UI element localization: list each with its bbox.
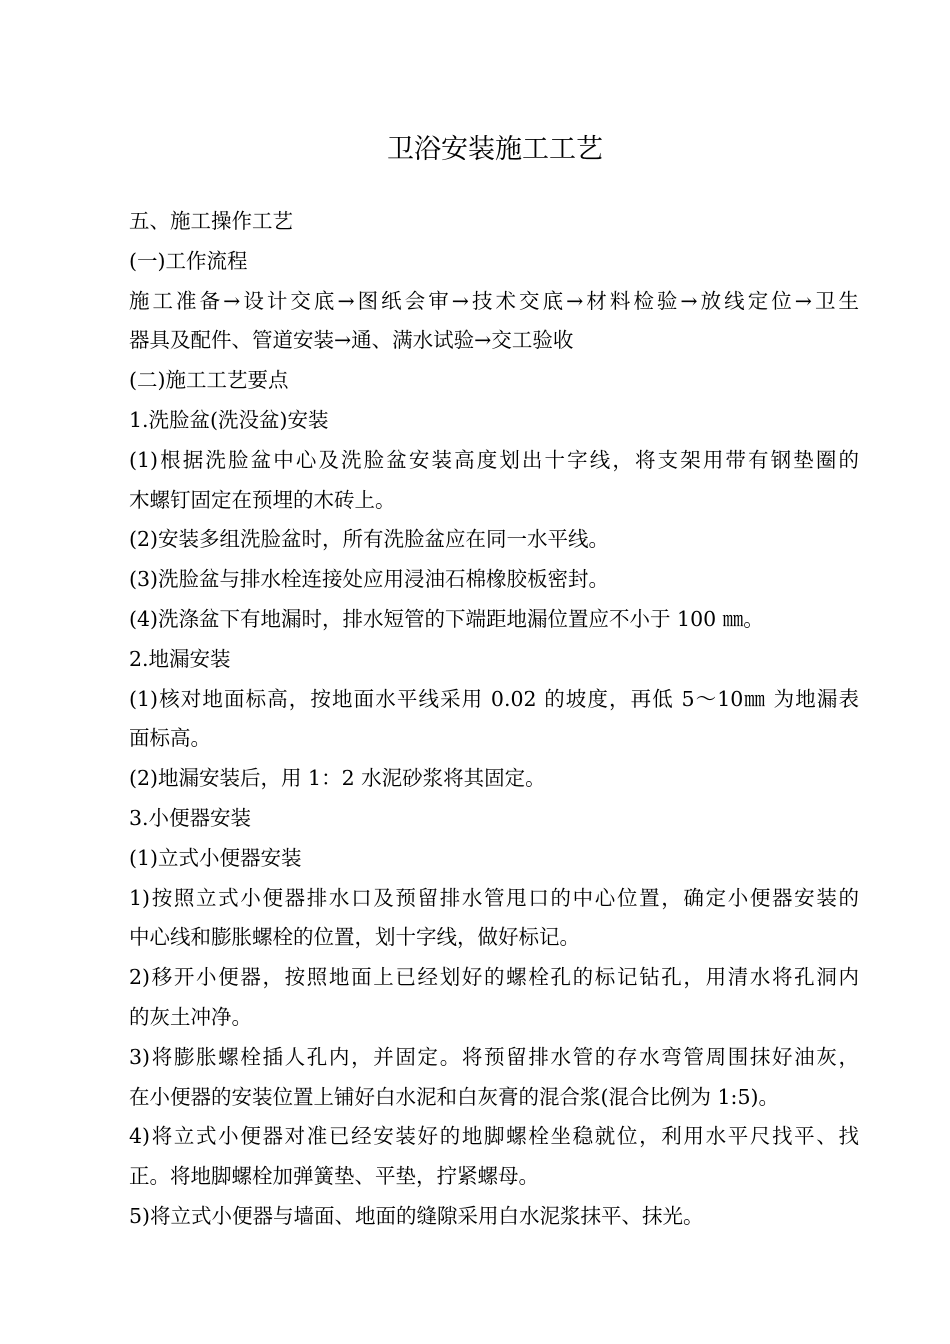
paragraph-line: (4)洗涤盆下有地漏时，排水短管的下端距地漏位置应不小于 100 ㎜。: [129, 606, 764, 631]
paragraph-line: 中心线和膨胀螺栓的位置，划十字线，做好标记。: [129, 925, 580, 950]
section-heading: 五、施工操作工艺: [129, 209, 293, 233]
paragraph-line: 在小便器的安装位置上铺好白水泥和白灰膏的混合浆(混合比例为 1:5)。: [129, 1084, 780, 1109]
paragraph-line: 木螺钉固定在预埋的木砖上。: [129, 487, 396, 512]
document-body: [129, 202, 859, 1237]
subsection-heading: (一)工作流程: [129, 248, 248, 273]
paragraph-line: (2)安装多组洗脸盆时，所有洗脸盆应在同一水平线。: [129, 527, 610, 552]
paragraph-line: 施工准备→设计交底→图纸会审→技术交底→材料检验→放线定位→卫生: [129, 288, 859, 313]
paragraph-line: 5)将立式小便器与墙面、地面的缝隙采用白水泥浆抹平、抹光。: [129, 1203, 704, 1228]
paragraph-line: (3)洗脸盆与排水栓连接处应用浸油石棉橡胶板密封。: [129, 567, 610, 592]
document-title: 卫浴安装施工工艺: [387, 134, 603, 165]
paragraph-line: (1)核对地面标高，按地面水平线采用 0.02 的坡度，再低 5～10㎜ 为地漏表: [129, 686, 859, 711]
subsection-heading: (二)施工工艺要点: [129, 368, 289, 393]
item-heading: 2.地漏安装: [129, 646, 231, 671]
paragraph-line: 面标高。: [129, 726, 211, 751]
paragraph-line: 4)将立式小便器对准已经安装好的地脚螺栓坐稳就位，利用水平尺找平、找: [129, 1124, 859, 1149]
item-subheading: (1)立式小便器安装: [129, 845, 302, 870]
item-heading: 1.洗脸盆(洗没盆)安装: [129, 407, 329, 432]
paragraph-line: 器具及配件、管道安装→通、满水试验→交工验收: [129, 328, 574, 353]
paragraph-line: (2)地漏安装后，用 1：2 水泥砂浆将其固定。: [129, 766, 546, 791]
paragraph-line: 正。将地脚螺栓加弹簧垫、平垫，拧紧螺母。: [129, 1164, 539, 1189]
paragraph-line: 3)将膨胀螺栓插人孔内，并固定。将预留排水管的存水弯管周围抹好油灰，: [129, 1044, 859, 1069]
paragraph-line: 的灰土冲净。: [129, 1004, 252, 1029]
paragraph-line: 2)移开小便器，按照地面上已经划好的螺栓孔的标记钻孔，用清水将孔洞内: [129, 965, 859, 990]
paragraph-line: (1)根据洗脸盆中心及洗脸盆安装高度划出十字线，将支架用带有钢垫圈的: [129, 447, 859, 472]
item-heading: 3.小便器安装: [129, 805, 252, 830]
paragraph-line: 1)按照立式小便器排水口及预留排水管甩口的中心位置，确定小便器安装的: [129, 885, 859, 910]
